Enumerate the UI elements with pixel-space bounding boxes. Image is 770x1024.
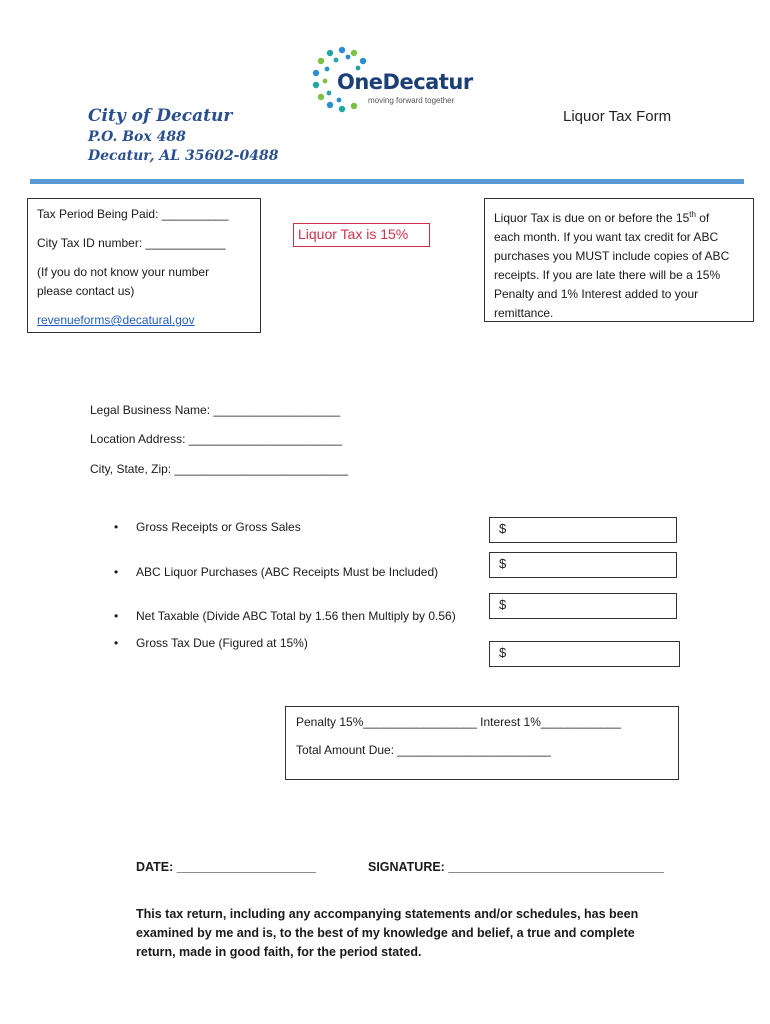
abc-purchases-amount-field[interactable]: $ bbox=[489, 552, 677, 578]
location-address-field[interactable]: Location Address: _______________________ bbox=[90, 432, 343, 446]
list-item bbox=[114, 636, 474, 654]
due-notice-line-4: receipts. If you are late there will be a 15% bbox=[494, 268, 721, 282]
penalty-interest-field[interactable]: Penalty 15%_________________ Interest 1%____________ bbox=[296, 715, 621, 729]
tax-period-field[interactable]: Tax Period Being Paid: __________ bbox=[37, 207, 229, 221]
logo-tagline: moving forward together bbox=[368, 96, 455, 105]
signature-field[interactable]: SIGNATURE: _______________________________ bbox=[368, 860, 664, 874]
gross-receipts-label: Gross Receipts or Gross Sales bbox=[136, 520, 301, 534]
net-taxable-label: Net Taxable (Divide ABC Total by 1.56 then Multiply by 0.56) bbox=[136, 609, 456, 623]
bullet: • bbox=[114, 520, 119, 534]
due-notice-box bbox=[484, 198, 754, 322]
abc-purchases-label: ABC Liquor Purchases (ABC Receipts Must be Included) bbox=[136, 565, 439, 579]
total-amount-due-field[interactable]: Total Amount Due: _______________________ bbox=[296, 743, 551, 757]
email-link[interactable]: revenueforms@decatural.gov bbox=[37, 313, 195, 327]
list-item bbox=[114, 609, 474, 627]
city-state-zip-field[interactable]: City, State, Zip: __________________________ bbox=[90, 462, 348, 476]
due-notice-line-5: Penalty and 1% Interest added to your bbox=[494, 287, 699, 301]
city-name: City of Decatur bbox=[88, 106, 233, 126]
logo-wordmark: OneDecatur bbox=[337, 70, 473, 94]
onedecatur-logo bbox=[310, 44, 473, 116]
net-taxable-amount-field[interactable]: $ bbox=[489, 593, 677, 619]
bullet: • bbox=[114, 636, 119, 650]
due-notice-line-6: remittance. bbox=[494, 306, 554, 320]
header-divider bbox=[30, 179, 744, 184]
declaration-text bbox=[136, 905, 638, 962]
date-field[interactable]: DATE: ____________________ bbox=[136, 860, 316, 874]
gross-tax-due-amount-field[interactable]: $ bbox=[489, 641, 680, 667]
form-title: Liquor Tax Form bbox=[563, 108, 672, 125]
note-line-2: please contact us) bbox=[37, 284, 135, 298]
bullet: • bbox=[114, 565, 119, 579]
declaration-line-1: This tax return, including any accompanying statements and/or schedules, has been bbox=[136, 907, 639, 921]
declaration-line-2: examined by me and is, to the best of my knowledge and belief, a true and complete bbox=[136, 926, 635, 940]
address-line-2: Decatur, AL 35602-0488 bbox=[88, 148, 279, 164]
bullet: • bbox=[114, 609, 119, 623]
list-item bbox=[114, 520, 474, 538]
list-item bbox=[114, 565, 474, 583]
city-tax-id-field[interactable]: City Tax ID number: ____________ bbox=[37, 236, 226, 250]
rate-notice: Liquor Tax is 15% bbox=[293, 223, 430, 247]
due-notice-line-1: Liquor Tax is due on or before the 15th of bbox=[494, 210, 710, 225]
address-line-1: P.O. Box 488 bbox=[88, 129, 186, 145]
due-notice-line-2: each month. If you want tax credit for ABC bbox=[494, 230, 719, 244]
declaration-line-3: return, made in good faith, for the period stated. bbox=[136, 945, 422, 959]
legal-business-name-field[interactable]: Legal Business Name: ___________________ bbox=[90, 403, 341, 417]
due-notice-line-3: purchases you MUST include copies of ABC bbox=[494, 249, 730, 263]
gross-receipts-amount-field[interactable]: $ bbox=[489, 517, 677, 543]
tax-info-box bbox=[27, 198, 261, 333]
gross-tax-due-label: Gross Tax Due (Figured at 15%) bbox=[136, 636, 308, 650]
note-line-1: (If you do not know your number bbox=[37, 265, 210, 279]
totals-box bbox=[285, 706, 679, 780]
